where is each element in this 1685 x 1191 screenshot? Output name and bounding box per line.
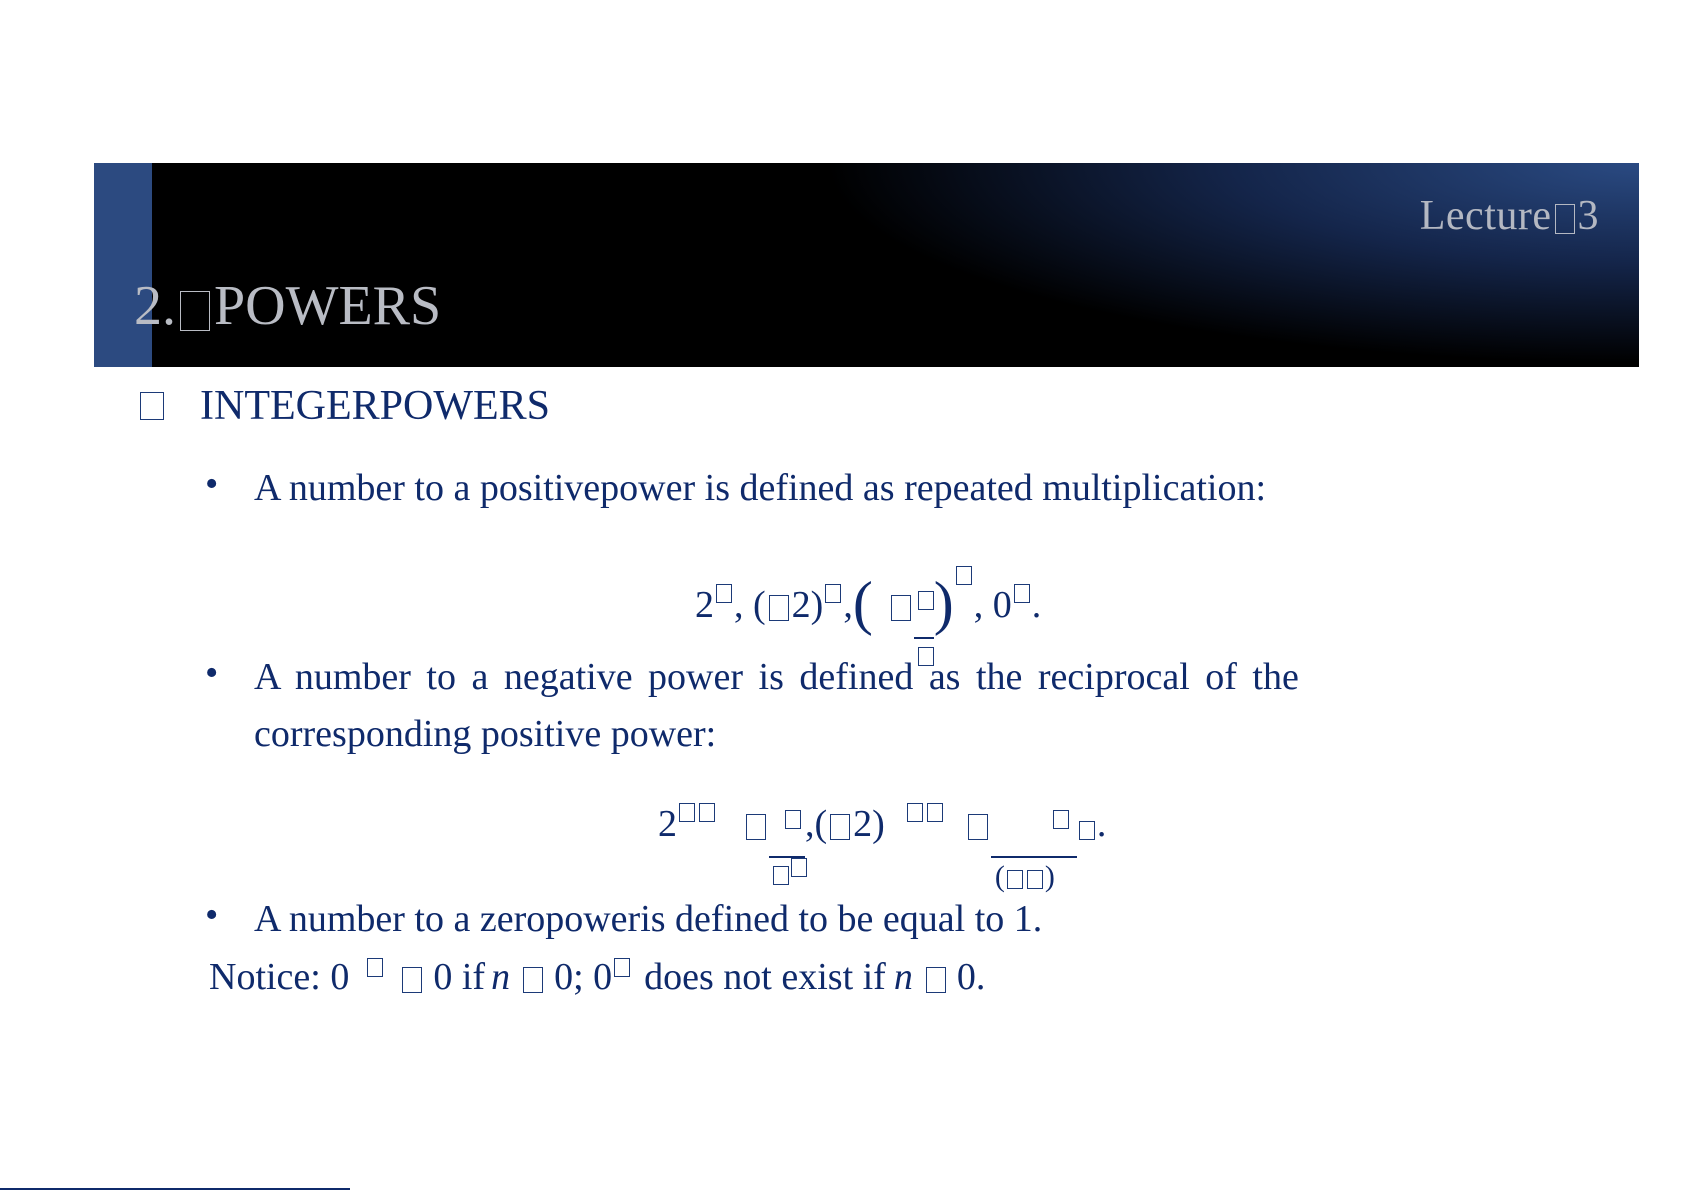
fraction-line (914, 637, 934, 639)
lecture-label (1420, 192, 1599, 240)
numerator-box-icon (785, 810, 801, 829)
formula-negative-powers (658, 802, 1107, 893)
fraction-line (991, 856, 1077, 858)
section-number: 2. (134, 275, 176, 337)
relation-box-icon (523, 967, 543, 993)
subheading (140, 382, 550, 430)
footnote-rule (0, 1188, 350, 1190)
denominator-box-icon (773, 866, 789, 885)
notice-prefix: Notice: 0 (209, 956, 350, 998)
exponent-box-icon (716, 584, 732, 603)
f1-end: . (1031, 584, 1042, 626)
f2-base2: 2) (853, 803, 885, 845)
f2-base1: 2 (658, 803, 677, 845)
exponent-box-icon (1014, 584, 1030, 603)
bullet-2-line-1: A number to a negative power is defined as the reciprocal of the (254, 656, 1299, 698)
notice-part4: does not exist if (644, 956, 886, 998)
equals-box-icon (968, 814, 988, 840)
bullet-dot-icon: • (205, 463, 219, 505)
missing-glyph-icon (180, 291, 210, 331)
exponent-box-icon (791, 858, 807, 877)
bullet-2-line-2: corresponding positive power: (254, 713, 717, 755)
exponent-box-icon (956, 566, 972, 585)
exponent-box-icon (825, 584, 841, 603)
exponent-box-icon (927, 803, 943, 822)
section-title-text: POWERS (214, 275, 442, 337)
minus-exponent-box-icon (907, 803, 923, 822)
notice-var-n: n (491, 956, 511, 998)
missing-glyph-icon (1555, 204, 1575, 234)
minus-exponent-box-icon (679, 803, 695, 822)
minus-box-icon (891, 595, 911, 621)
bullet-box-icon (140, 392, 164, 420)
exponent-box-icon (699, 803, 715, 822)
bullet-dot-icon: • (205, 894, 219, 936)
notice-line (209, 955, 985, 999)
bullet-dot-icon: • (205, 652, 219, 694)
denominator: ( ) (994, 860, 1055, 893)
f1-sep1: , ( (734, 584, 766, 626)
equals-box-icon (402, 967, 422, 993)
minus-box-icon (1007, 870, 1023, 889)
f1-sep2: , (843, 584, 853, 626)
number-box-icon (1027, 870, 1043, 889)
f1-paren-open: ( (852, 570, 873, 636)
lecture-number: 3 (1577, 193, 1599, 239)
notice-part5: 0. (956, 956, 986, 998)
f1-paren-close: ) (933, 570, 954, 636)
section-title (134, 274, 441, 338)
numerator-box-icon (1053, 810, 1069, 829)
bullet-3-text: A number to a zeropoweris defined to be equal to 1. (254, 898, 1043, 940)
relation-box-icon (926, 967, 946, 993)
subheading-text: INTEGERPOWERS (200, 383, 550, 429)
f2-sep1: ,( (805, 803, 828, 845)
f1-base1: 2 (695, 584, 714, 626)
notice-part2: 0 if (433, 956, 486, 998)
f1-base2: 2) (791, 584, 824, 626)
equals-box-icon (746, 814, 766, 840)
lecture-word: Lecture (1419, 193, 1552, 239)
exponent-box-icon (367, 958, 383, 977)
notice-var-n: n (893, 956, 913, 998)
numerator-box-icon (918, 591, 934, 610)
bullet-1-text: A number to a positivepower is defined as repeated multiplication: (254, 467, 1267, 509)
f2-end: . (1096, 803, 1107, 845)
minus-box-icon (769, 595, 789, 621)
exponent-box-icon (614, 958, 630, 977)
minus-box-icon (830, 814, 850, 840)
exponent-box-icon (1079, 821, 1095, 840)
notice-part3: 0; 0 (554, 956, 613, 998)
formula-positive-powers (695, 566, 1041, 638)
f1-sep3: , 0 (973, 584, 1012, 626)
